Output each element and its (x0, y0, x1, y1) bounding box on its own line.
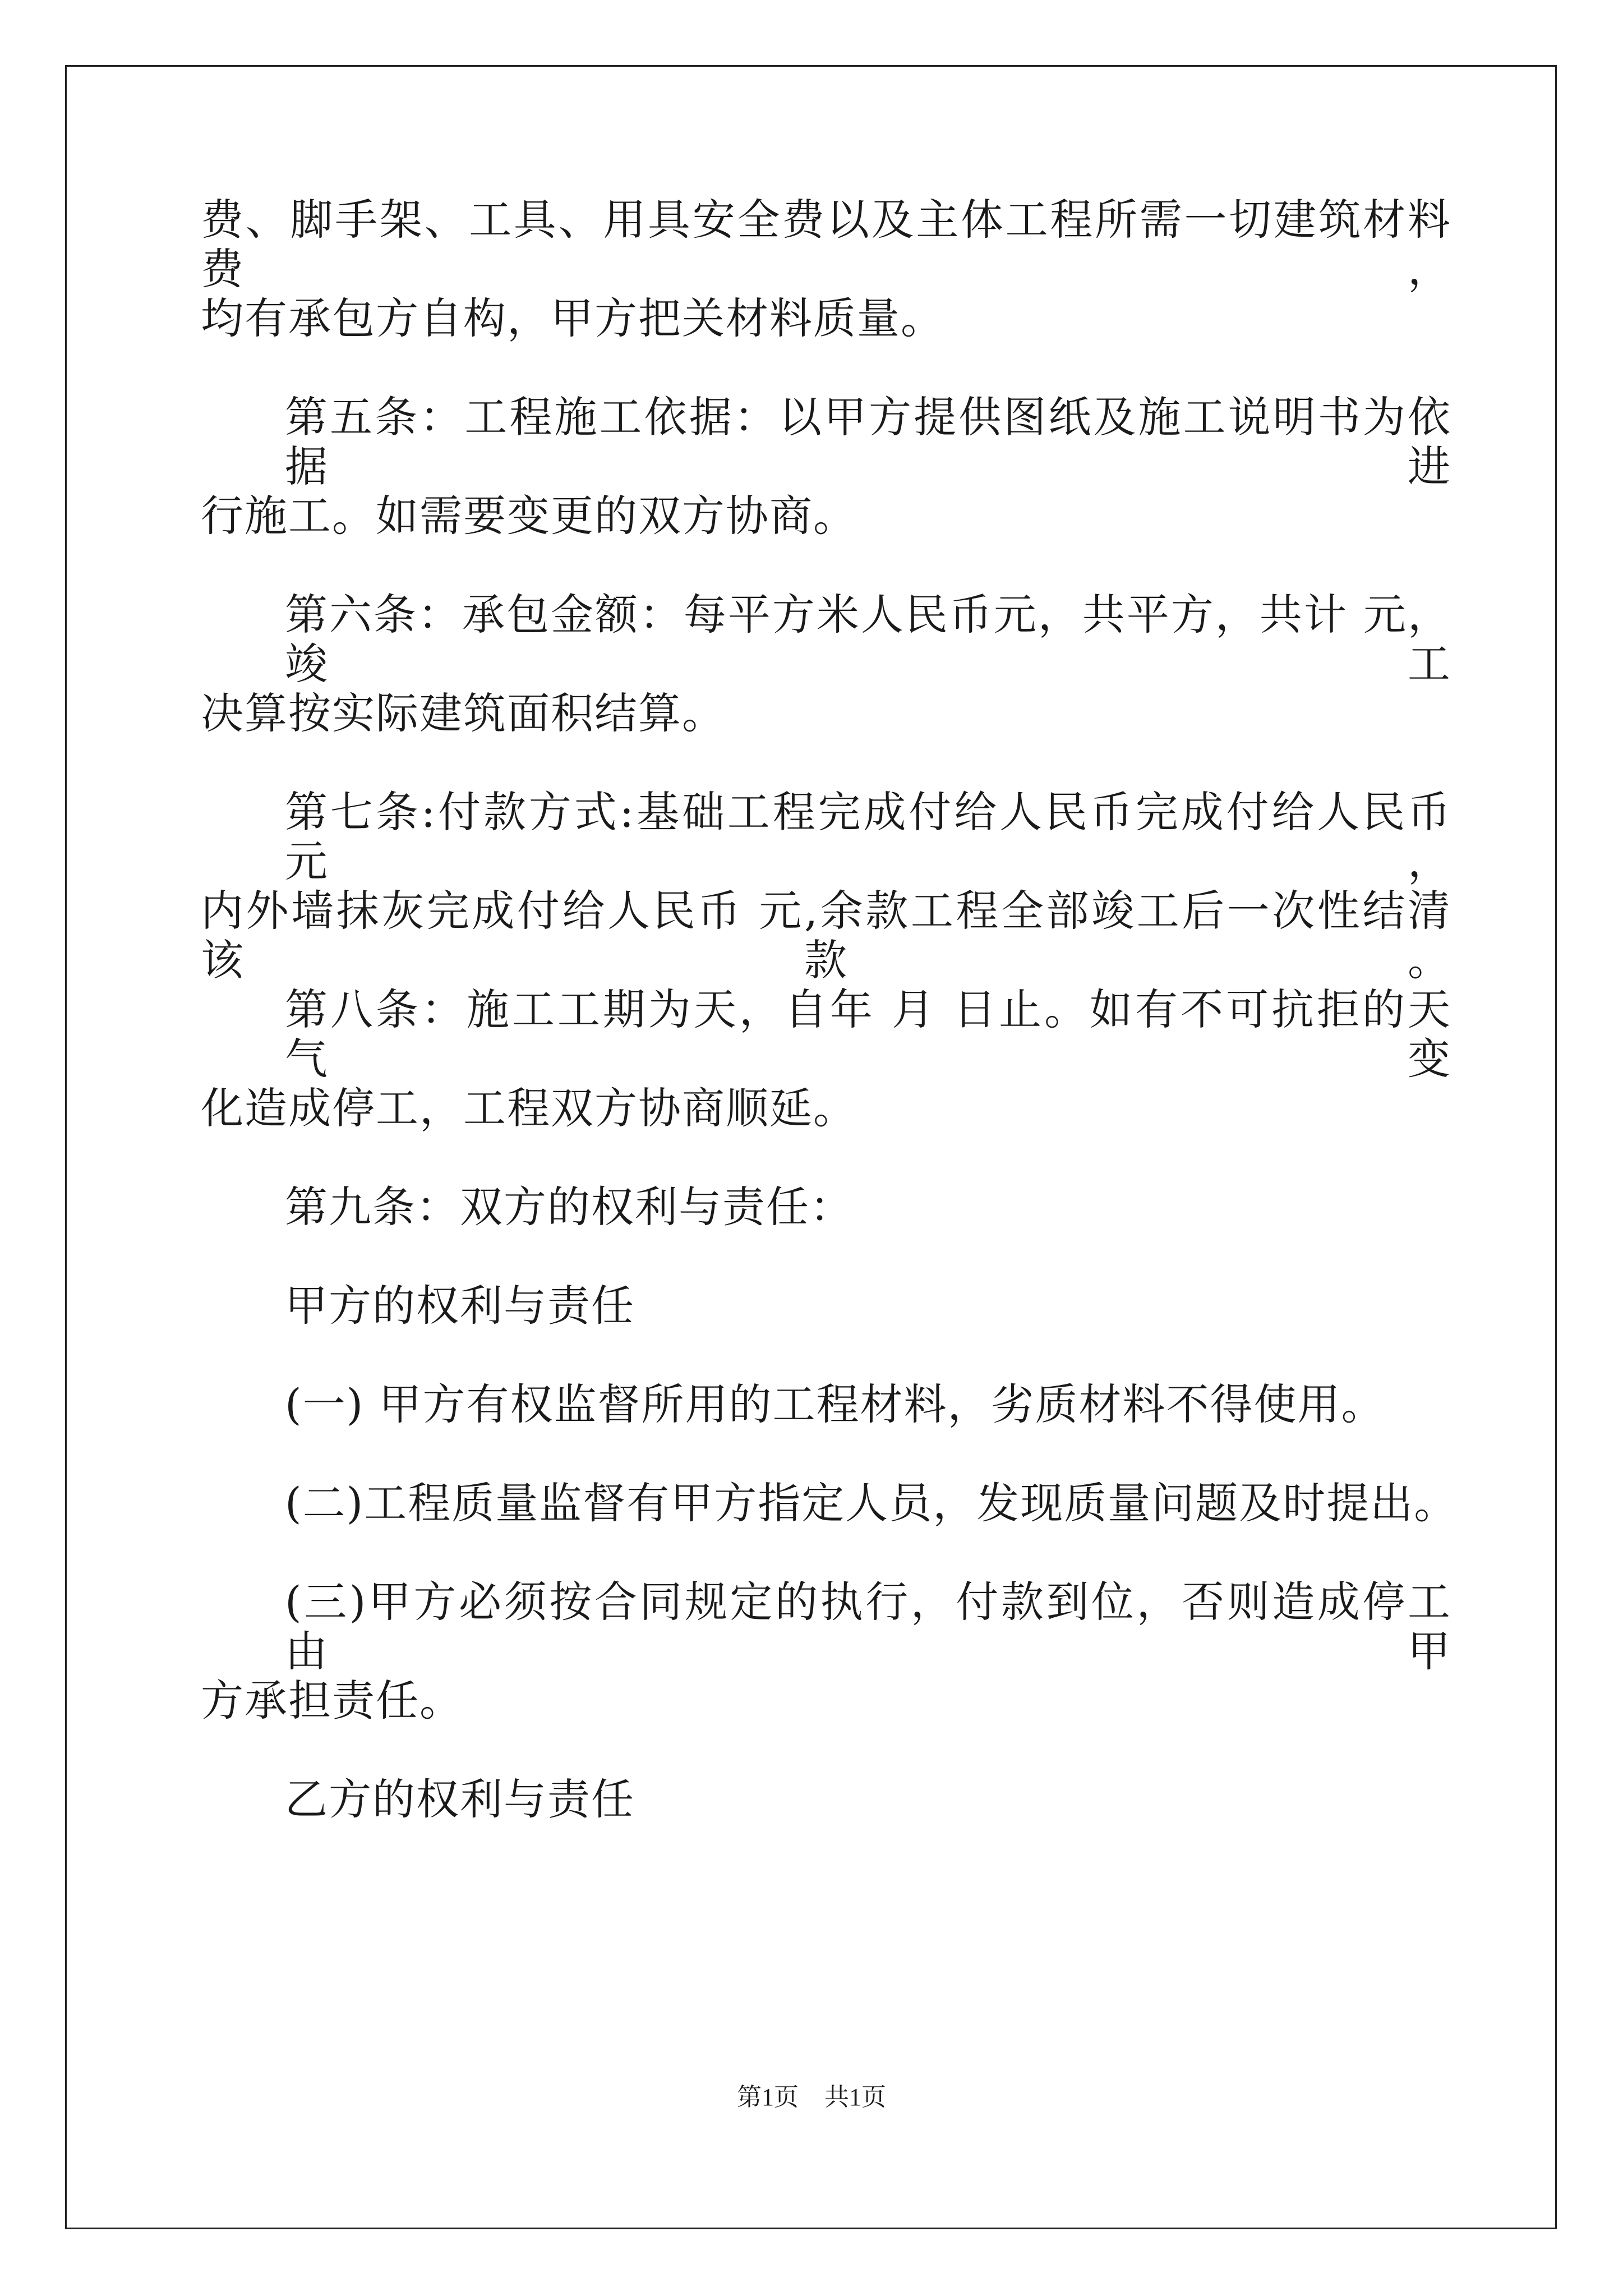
body-line: 第九条：双方的权利与责任： (285, 1182, 854, 1232)
body-line: 第六条：承包金额：每平方米人民币元，共平方，共计 元，竣工 (285, 590, 1451, 689)
body-line: 均有承包方自构，甲方把关材料质量。 (201, 293, 944, 343)
body-line: (一) 甲方有权监督所用的工程材料，劣质材料不得使用。 (285, 1379, 1385, 1429)
body-line: 行施工。如需要变更的双方协商。 (201, 491, 857, 541)
body-line: 化造成停工，工程双方协商顺延。 (201, 1083, 857, 1133)
body-line: 方承担责任。 (201, 1676, 463, 1726)
body-line: (三)甲方必须按合同规定的执行，付款到位，否则造成停工由甲 (285, 1577, 1451, 1676)
page-footer (0, 2082, 1623, 2113)
document-body (201, 195, 1458, 1874)
body-line: 费、脚手架、工具、用具安全费以及主体工程所需一切建筑材料费， (201, 195, 1451, 294)
body-line: 第八条：施工工期为天，自年 月 日止。如有不可抗拒的天气变 (285, 984, 1451, 1084)
section-heading: 乙方的权利与责任 (285, 1774, 635, 1824)
body-line: (二)工程质量监督有甲方指定人员，发现质量问题及时提出。 (285, 1478, 1458, 1528)
body-line: 决算按实际建筑面积结算。 (201, 688, 726, 738)
section-heading: 甲方的权利与责任 (285, 1281, 635, 1331)
body-line: 内外墙抹灰完成付给人民币 元,余款工程全部竣工后一次性结清该款。 (201, 886, 1451, 985)
body-line: 第五条：工程施工依据：以甲方提供图纸及施工说明书为依据进 (285, 392, 1451, 491)
page-total: 共1页 (824, 2083, 886, 2111)
body-line: 第七条:付款方式:基础工程完成付给人民币完成付给人民币 元， (285, 787, 1451, 886)
page-number: 第1页 (737, 2083, 799, 2111)
